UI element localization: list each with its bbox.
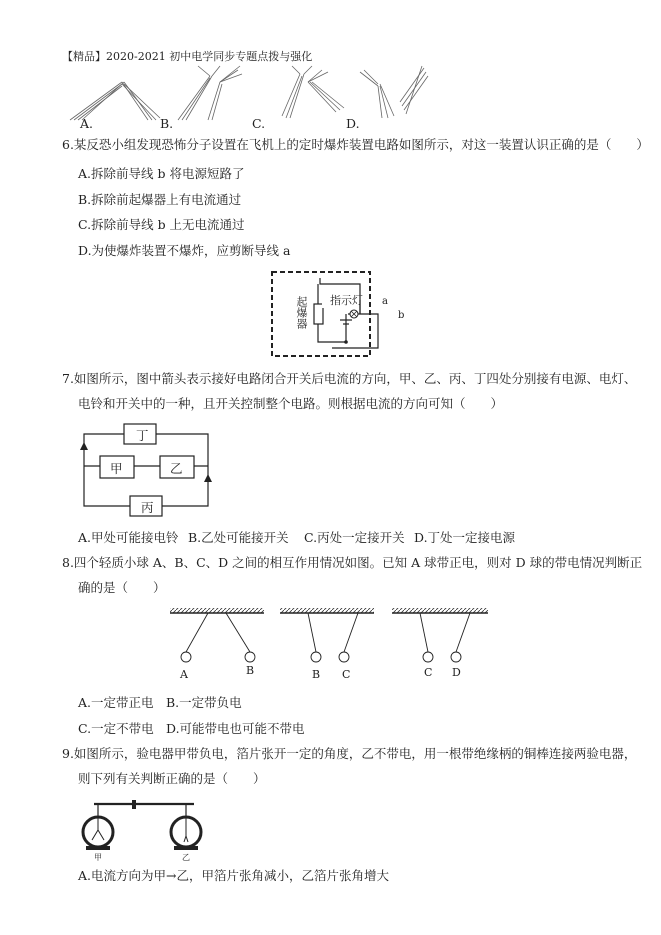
- q6-option-d[interactable]: D.为使爆炸装置不爆炸，应剪断导线 a: [78, 243, 291, 258]
- q7-label-ding: 丁: [136, 428, 149, 443]
- q6-detonator-label: 起爆器: [295, 296, 308, 329]
- q8-stem-line2: 确的是（ ）: [78, 580, 166, 595]
- q8-ball-label-d: D: [452, 666, 461, 679]
- q7-option-c[interactable]: C.丙处一定接开关: [304, 530, 405, 545]
- q6-circuit-figure: [268, 268, 380, 360]
- q7-stem-line1: 7.如图所示，图中箭头表示接好电路闭合开关后电流的方向，甲、乙、丙、丁四处分别接有电源、电灯、: [62, 371, 637, 386]
- q5-figure-d: [360, 66, 428, 118]
- q9-label-yi: 乙: [182, 853, 190, 862]
- q8-stem-line1: 8.四个轻质小球 A、B、C、D 之间的相互作用情况如图。已知 A 球带正电，则对 D 球的带电情况判断正: [62, 555, 643, 570]
- q8-ball-label-c1: C: [342, 668, 351, 681]
- q9-insulated-handle: [132, 800, 136, 809]
- q7-label-jia: 甲: [110, 461, 123, 476]
- q9-option-a[interactable]: A.电流方向为甲→乙，甲箔片张角减小，乙箔片张角增大: [78, 868, 389, 883]
- q9-stem-line1: 9.如图所示，验电器甲带负电，箔片张开一定的角度，乙不带电，用一根带绝缘柄的铜棒连接两验电器，: [62, 746, 637, 761]
- q8-group-bc: [280, 608, 374, 662]
- q6-wire-b-label: b: [398, 310, 405, 321]
- q8-ball-label-b1: B: [246, 664, 255, 677]
- q6-wire-a-label: a: [382, 296, 388, 307]
- q7-option-a[interactable]: A.甲处可能接电铃: [78, 530, 179, 545]
- q9-label-jia: 甲: [94, 853, 102, 862]
- q8-option-b[interactable]: B.一定带负电: [166, 695, 242, 710]
- q7-label-yi: 乙: [170, 461, 183, 476]
- q5-figure-b: [178, 66, 242, 120]
- q5-figure-a: [70, 82, 160, 120]
- q8-option-c[interactable]: C.一定不带电: [78, 721, 154, 736]
- q9-electroscope-figure: [76, 796, 222, 858]
- q8-group-ab: [170, 608, 264, 662]
- q9-electroscope-yi: [171, 817, 201, 850]
- q6-option-b[interactable]: B.拆除前起爆器上有电流通过: [78, 192, 242, 207]
- q9-stem-line2: 则下列有关判断正确的是（ ）: [78, 771, 266, 786]
- q6-option-a[interactable]: A.拆除前导线 b 将电源短路了: [78, 166, 245, 181]
- q8-balls-figure: [168, 606, 498, 668]
- q5-figure: [60, 62, 430, 124]
- q5-option-a[interactable]: A.: [80, 116, 94, 131]
- header-tag: 【精品】: [62, 50, 106, 63]
- q8-group-cd: [392, 608, 488, 662]
- q5-option-d[interactable]: D.: [346, 116, 360, 131]
- q6-stem: 6.某反恐小组发现恐怖分子设置在飞机上的定时爆炸装置电路如图所示，对这一装置认识正确的是（ ）: [62, 137, 649, 152]
- q8-ball-label-b2: B: [312, 668, 321, 681]
- header-title: 2020-2021 初中电学同步专题点拨与强化: [106, 50, 313, 63]
- q7-option-d[interactable]: D.丁处一定接电源: [414, 530, 516, 545]
- q5-option-b[interactable]: B.: [160, 116, 174, 131]
- q9-electroscope-jia: [83, 817, 113, 850]
- q8-option-d[interactable]: D.可能带电也可能不带电: [166, 721, 305, 736]
- q8-ball-label-c2: C: [424, 666, 433, 679]
- q7-label-bing: 丙: [141, 500, 154, 515]
- q8-ball-label-a: A: [180, 668, 188, 681]
- q8-option-a[interactable]: A.一定带正电: [78, 695, 154, 710]
- q7-arrow-right: [204, 474, 212, 482]
- q5-figure-c: [282, 66, 344, 118]
- q7-arrow-left: [80, 442, 88, 450]
- q6-detonator-symbol: [314, 304, 323, 324]
- q7-stem-line2: 电铃和开关中的一种，且开关控制整个电路。则根据电流的方向可知（ ）: [78, 396, 504, 411]
- q7-option-b[interactable]: B.乙处可能接开关: [188, 530, 289, 545]
- q5-option-c[interactable]: C.: [252, 116, 266, 131]
- q6-option-c[interactable]: C.拆除前导线 b 上无电流通过: [78, 217, 245, 232]
- q6-lamp-label: 指示灯: [330, 294, 363, 307]
